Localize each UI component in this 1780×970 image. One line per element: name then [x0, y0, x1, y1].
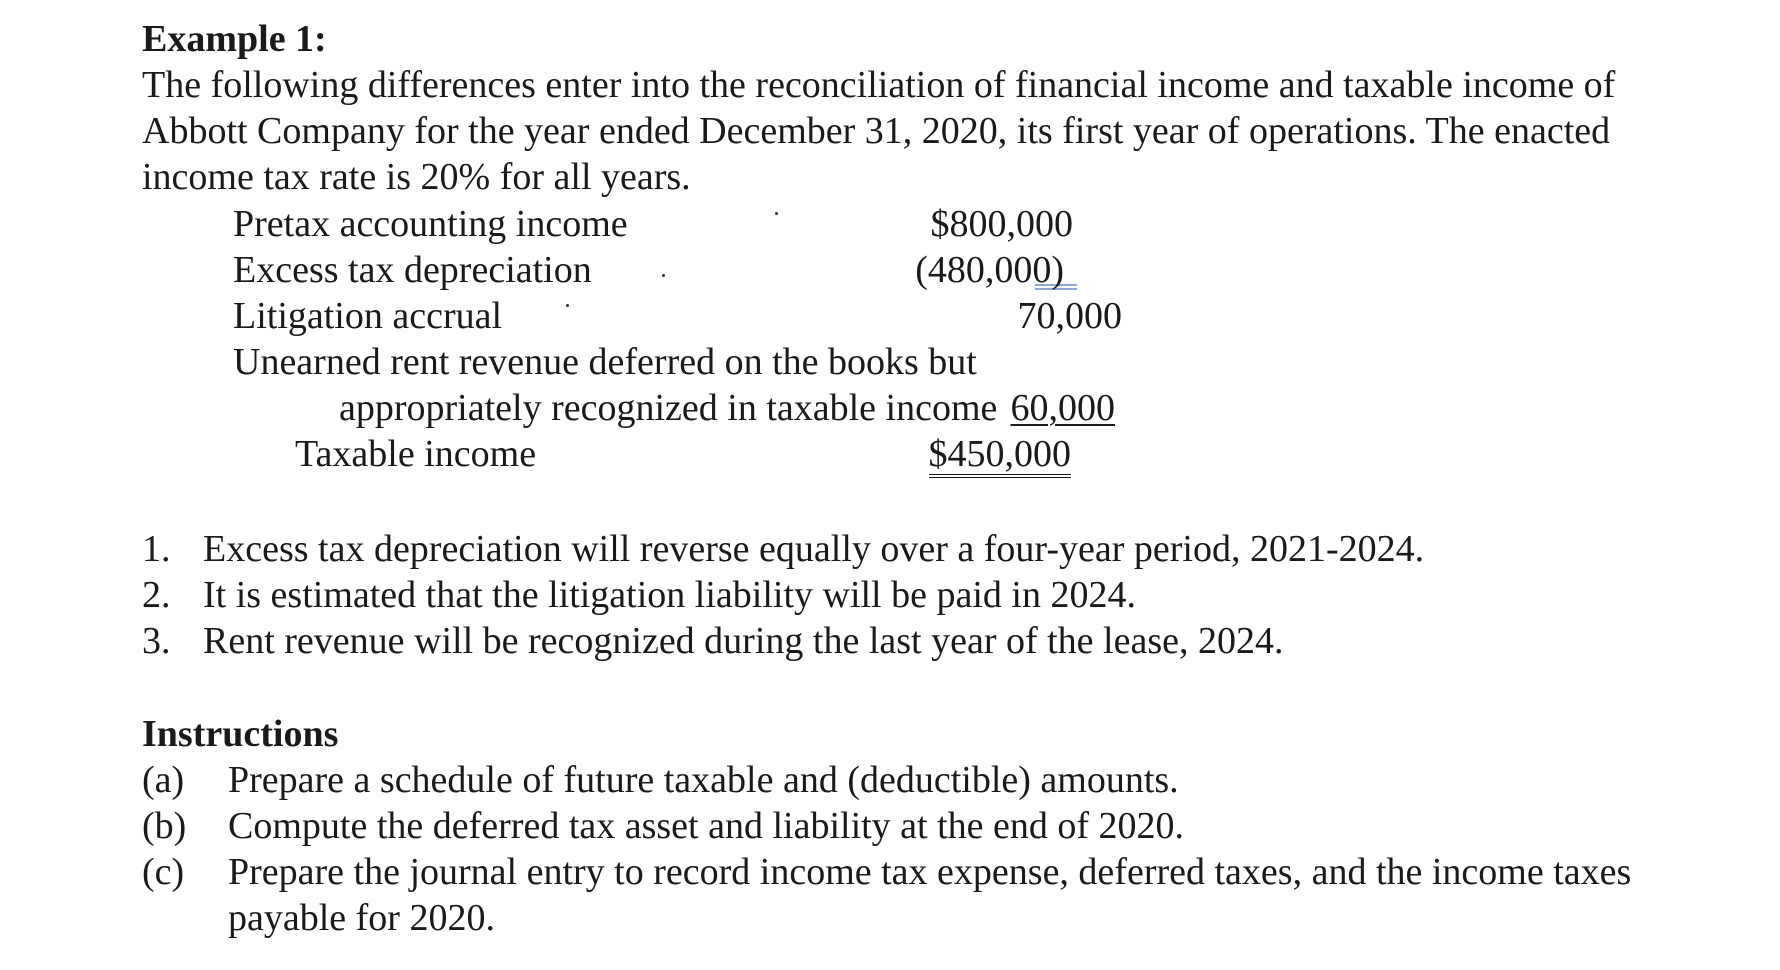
taxable-income-total: $450,000 [929, 434, 1072, 478]
instructions-heading: Instructions [142, 713, 339, 755]
instruction-text: Compute the deferred tax asset and liability at the end of 2020. [228, 805, 1185, 847]
schedule-label-unearned-rent-cont: appropriately recognized in taxable income [339, 387, 998, 429]
note-text: It is estimated that the litigation liability will be paid in 2024. [203, 574, 1136, 616]
schedule-label-taxable-income: Taxable income [295, 433, 537, 475]
schedule-value-taxable-income [929, 431, 1072, 478]
schedule-value-pretax: $800,000 [930, 203, 1073, 245]
note-text: Rent revenue will be recognized during the last year of the lease, 2024. [203, 620, 1284, 662]
stray-dot [775, 212, 778, 215]
schedule-label-pretax: Pretax accounting income [233, 203, 628, 245]
intro-line-1: The following differences enter into the reconciliation of financial income and taxable income of [142, 64, 1616, 106]
instruction-text: Prepare the journal entry to record income tax expense, deferred taxes, and the income taxes [228, 851, 1632, 893]
schedule-value-litigation: 70,000 [1017, 295, 1122, 337]
note-number: 1. [142, 528, 171, 570]
note-text: Excess tax depreciation will reverse equally over a four-year period, 2021-2024. [203, 528, 1425, 570]
schedule-label-unearned-rent: Unearned rent revenue deferred on the books but [233, 341, 977, 383]
note-number: 2. [142, 574, 171, 616]
schedule-value-excess-depreciation: (480,000) [915, 249, 1064, 291]
instruction-marker: (b) [142, 805, 187, 847]
note-number: 3. [142, 620, 171, 662]
instruction-marker: (a) [142, 759, 185, 801]
instruction-text-cont: payable for 2020. [228, 897, 495, 939]
schedule-label-litigation: Litigation accrual [233, 295, 503, 337]
schedule-label-excess-depreciation: Excess tax depreciation [233, 249, 592, 291]
intro-line-3: income tax rate is 20% for all years. [142, 156, 691, 198]
schedule-value-unearned-rent: 60,000 [1010, 387, 1115, 429]
page-title: Example 1: [142, 18, 327, 60]
instruction-marker: (c) [142, 851, 185, 893]
stray-dot [566, 304, 569, 307]
instruction-text: Prepare a schedule of future taxable and (deductible) amounts. [228, 759, 1179, 801]
intro-line-2: Abbott Company for the year ended December 31, 2020, its first year of operations. The enacted [142, 110, 1611, 152]
stray-dot [662, 274, 665, 277]
